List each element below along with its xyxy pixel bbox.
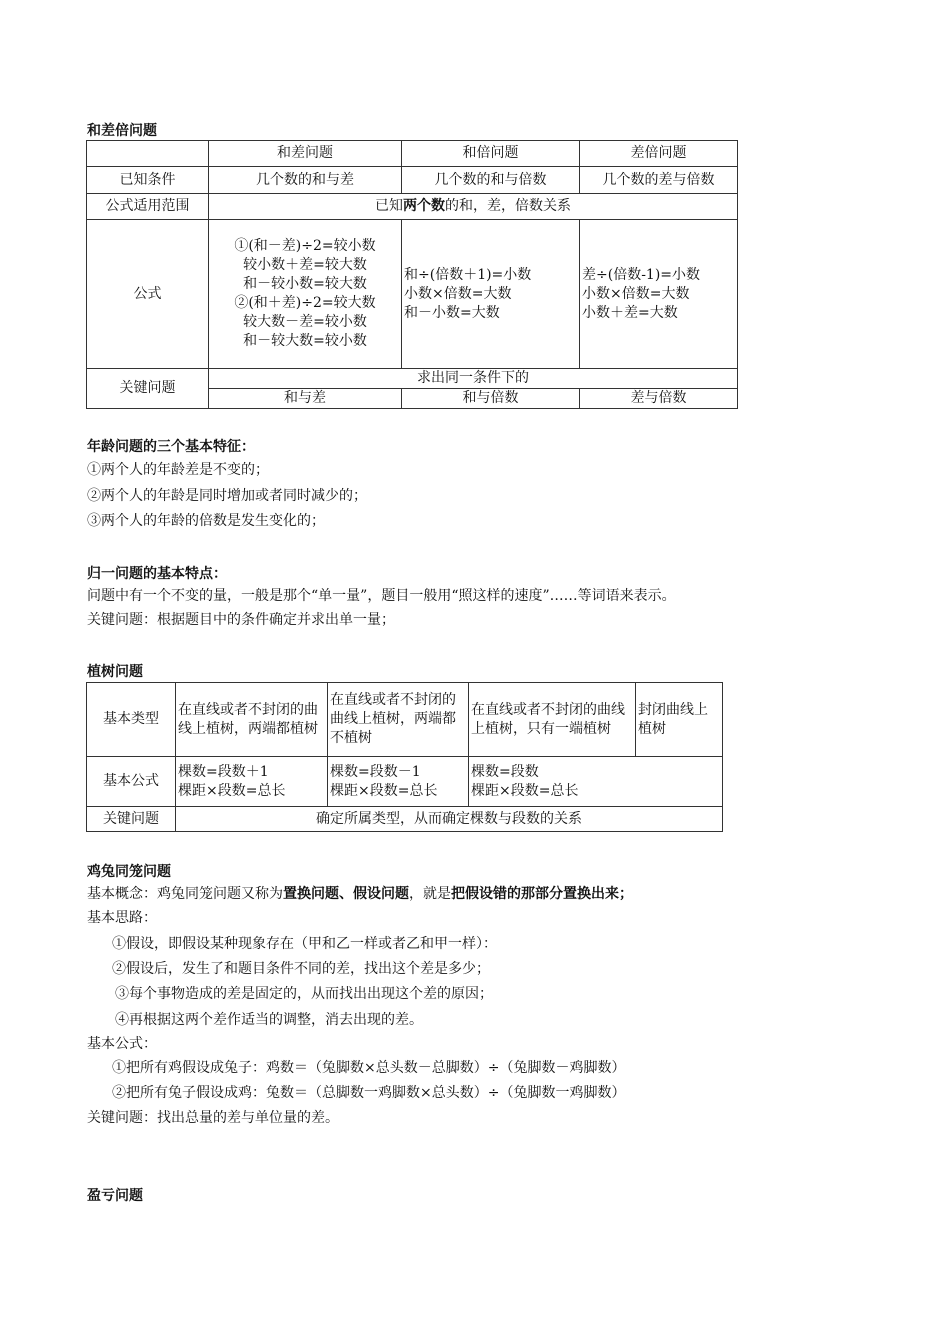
table-cell: 棵数=段数－1 棵距×段数=总长 — [328, 757, 469, 807]
section-title-unitary: 归一问题的基本特点： — [87, 566, 227, 582]
list-item: ④再根据这两个差作适当的调整，消去出现的差。 — [115, 1012, 423, 1028]
paragraph: 基本思路： — [87, 910, 157, 926]
table-cell: 在直线或者不封闭的曲线上植树，两端都不植树 — [328, 683, 469, 757]
section-title-surplus-deficit: 盈亏问题 — [87, 1188, 143, 1204]
formula-cell: ①(和－差)÷2=较小数 较小数＋差=较大数 和－较小数=较大数 ②(和＋差)÷2=较大数 较大数－差=较小数 和－较大数=较小数 — [209, 220, 402, 369]
row-label: 基本类型 — [87, 683, 176, 757]
list-item: ③两个人的年龄的倍数是发生变化的； — [87, 513, 325, 529]
table-cell: 差与倍数 — [580, 389, 738, 409]
table-cell: 几个数的和与差 — [209, 167, 402, 194]
table-cell-empty — [87, 141, 209, 167]
table-cell: 在直线或者不封闭的曲线上植树，两端都植树 — [176, 683, 328, 757]
section-title-tree-planting: 植树问题 — [87, 664, 143, 680]
table-cell: 和与倍数 — [402, 389, 580, 409]
list-item: ①把所有鸡假设成兔子：鸡数＝（兔脚数×总头数－总脚数）÷（兔脚数－鸡脚数） — [112, 1060, 626, 1076]
table-cell: 几个数的和与倍数 — [402, 167, 580, 194]
table-cell: 求出同一条件下的 — [209, 369, 738, 389]
row-label: 公式适用范围 — [87, 194, 209, 220]
list-item: ②两个人的年龄是同时增加或者同时减少的； — [87, 488, 367, 504]
column-header: 和倍问题 — [402, 141, 580, 167]
list-item: ②假设后，发生了和题目条件不同的差，找出这个差是多少； — [112, 961, 490, 977]
sum-diff-multiple-table — [86, 140, 738, 409]
row-label: 基本公式 — [87, 757, 176, 807]
text: 基本概念：鸡兔同笼问题又称为 — [87, 886, 283, 902]
section-title-age: 年龄问题的三个基本特征： — [87, 439, 255, 455]
list-item: ①假设，即假设某种现象存在（甲和乙一样或者乙和甲一样）： — [112, 936, 497, 952]
formula-cell: 和÷(倍数＋1)=小数 小数×倍数=大数 和－小数=大数 — [402, 220, 580, 369]
row-label: 已知条件 — [87, 167, 209, 194]
section-title-sum-diff-multiple: 和差倍问题 — [87, 123, 157, 139]
list-item: ②把所有兔子假设成鸡：兔数＝（总脚数一鸡脚数×总头数）÷（兔脚数一鸡脚数） — [112, 1085, 626, 1101]
list-item: ①两个人的年龄差是不变的； — [87, 462, 269, 478]
tree-planting-table — [86, 682, 723, 832]
row-label: 关键问题 — [87, 807, 176, 832]
paragraph: 关键问题：找出总量的差与单位量的差。 — [87, 1110, 339, 1126]
scope-bold-text: 两个数 — [403, 198, 445, 214]
table-cell: 在直线或者不封闭的曲线上植树，只有一端植树 — [469, 683, 636, 757]
bold-text: 把假设错的那部分置换出来； — [451, 886, 633, 902]
list-item: ③每个事物造成的差是固定的，从而找出出现这个差的原因； — [115, 986, 493, 1002]
table-cell: 和与差 — [209, 389, 402, 409]
column-header: 差倍问题 — [580, 141, 738, 167]
text: ，就是 — [409, 886, 451, 902]
section-title-chicken-rabbit: 鸡兔同笼问题 — [87, 864, 171, 880]
scope-text: 已知 — [375, 198, 403, 214]
table-cell: 棵数=段数＋1 棵距×段数=总长 — [176, 757, 328, 807]
row-label: 关键问题 — [87, 369, 209, 409]
table-cell: 封闭曲线上植树 — [636, 683, 723, 757]
table-cell-scope — [209, 194, 738, 220]
bold-text: 置换问题、假设问题 — [283, 886, 409, 902]
paragraph: 基本公式： — [87, 1036, 157, 1052]
paragraph: 关键问题：根据题目中的条件确定并求出单一量； — [87, 612, 395, 628]
paragraph: 问题中有一个不变的量，一般是那个“单一量”，题目一般用“照这样的速度”……等词语来表示。 — [87, 588, 676, 604]
column-header: 和差问题 — [209, 141, 402, 167]
formula-cell: 差÷(倍数-1)=小数 小数×倍数=大数 小数＋差=大数 — [580, 220, 738, 369]
table-cell: 几个数的差与倍数 — [580, 167, 738, 194]
table-cell: 棵数=段数 棵距×段数=总长 — [469, 757, 723, 807]
table-cell: 确定所属类型，从而确定棵数与段数的关系 — [176, 807, 723, 832]
paragraph — [87, 884, 633, 904]
row-label: 公式 — [87, 220, 209, 369]
scope-text: 的和，差，倍数关系 — [445, 198, 571, 214]
